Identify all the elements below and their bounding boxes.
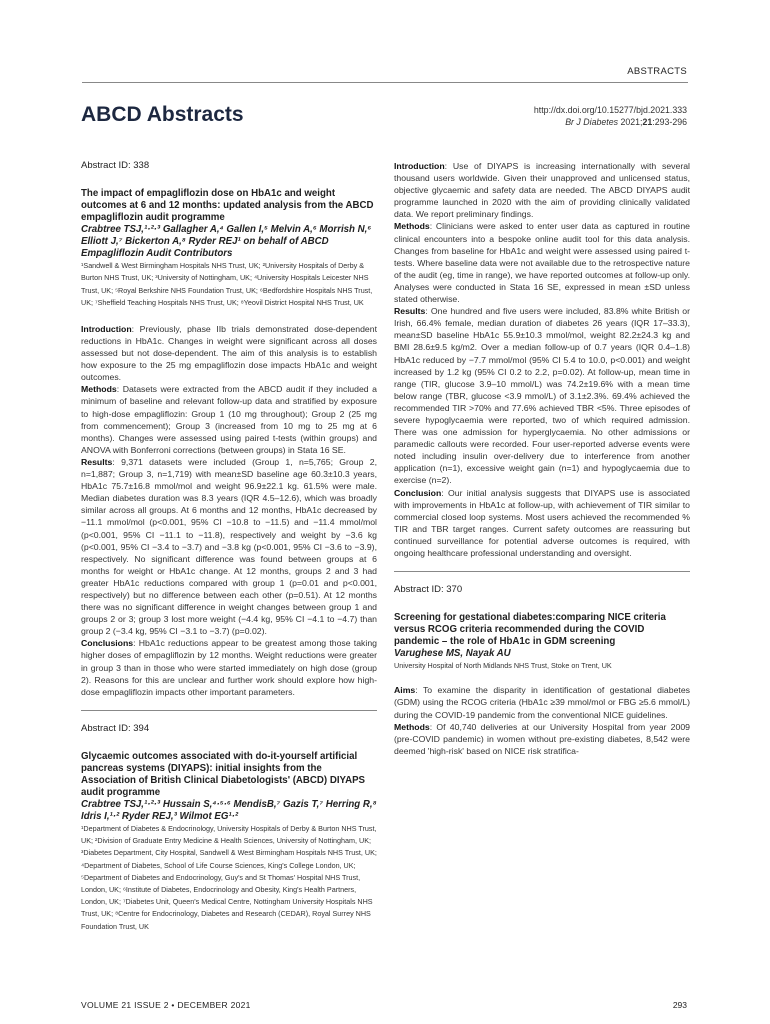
abstract-title: Glycaemic outcomes associated with do-it-yourself artificial pancreas systems (DIYAPS): initial insights from the Association of British Clinical Diabetologists' (ABCD) DIYAPS audit programme xyxy=(81,750,365,798)
section-text: : HbA1c reductions appear to be greatest among those taking higher doses of empagliflozin by 12 months. Weight reductions were greater in group 3 than in those who were started immediately on high dose (group 2). Reasons for this are unclear and further work should explore how high-dose empagliflozin impacts other important parameters. xyxy=(81,638,377,697)
abstract-methods xyxy=(81,383,377,456)
abstract-id: Abstract ID: 394 xyxy=(81,722,150,734)
abstract-results xyxy=(394,305,690,486)
section-label: Conclusion xyxy=(394,487,442,498)
section-text: : 9,371 datasets were included (Group 1, n=5,765; Group 2, n=1,887; Group 3, n=1,719) with mean±SD baseline age 60.3±10.3 years, HbA1c 75.7±16.8 mmol/mol and weight 96.9±22.1 kg. 61.5% were male. Median diabetes duration was 8.3 years (IQR 4.5–12.6), which was broadly similar across all groups. At 6 months and 12 months, HbA1c decreased by −11.1 mmol/mol (p<0.001, 95% CI −10.8 to −11.5) and −11.4 mmol/mol (p<0.001, 95% CI −11.1 to −11.8), respectively and weight by −3.6 kg (p<0.001, 95% CI −3.4 to −3.7) and −3.8 kg (p<0.001, 95% CI −3.6 to −3.9), respectively. No significant difference was found between groups at 6 months for weight or HbA1c change. At 12 months, groups 2 and 3 had greater HbA1c reductions compared with group 1 (p=0.01 and p<0.001, respectively) but no difference between each other (p=0.51). At 12 months there was no significant difference in weight changes between group 1 and groups 2 or 3; group 3 lost more weight (−4.4 kg, 95% CI −4.1 to −4.7) than group 2 (−3.4 kg, 95% CI −3.1 to −3.7) (p=0.02). xyxy=(81,456,377,637)
section-label: Introduction xyxy=(394,161,445,171)
abstract-results xyxy=(81,456,377,637)
citation-year: 2021; xyxy=(620,117,643,127)
abstract-id: Abstract ID: 370 xyxy=(394,584,463,596)
section-text: : Use of DIYAPS is increasing internationally with several thousand users worldwide. Given their unapproved and unlicensed status, objective glycaemic and safety data are needed. The ABCD DIYAPS audit programme launched in 2020 with the aim of providing clinically validated data. We report preliminary findings. xyxy=(394,161,690,220)
right-column xyxy=(394,160,690,757)
section-text: : Of 40,740 deliveries at our University Hospital from year 2009 (pre-COVID pandemic) in women without pre-existing diabetes, 8,542 were deemed 'high-risk' based on NICE risk stratifica- xyxy=(394,721,690,756)
abstract-methods xyxy=(394,721,690,757)
doi-link[interactable]: http://dx.doi.org/10.15277/bjd.2021.333 xyxy=(533,105,687,115)
abstract-conclusion xyxy=(394,487,690,560)
running-head: ABSTRACTS xyxy=(627,66,687,77)
section-label: Methods xyxy=(394,221,430,232)
section-text: : Datasets were extracted from the ABCD audit if they included a minimum of baseline and relevant follow-up data and stratified by exposure to high-dose empagliflozin: Group 1 (10 mg throughout); Group 2 (25 mg from commencement); Group 3 (increased from 10 mg to 25 mg at 6 months). Changes were assessed using paired t-tests (within groups) and ANOVA with Bonferroni corrections (between groups) in Stata 16 SE. xyxy=(81,384,377,455)
section-label: Aims xyxy=(394,685,416,696)
section-label: Results xyxy=(81,456,113,467)
header-rule xyxy=(82,82,688,83)
page-number: 293 xyxy=(672,1000,687,1010)
abstract-authors: Crabtree TSJ,¹·²·³ Gallagher A,⁴ Gallen I,⁵ Melvin A,⁶ Morrish N,⁶ Elliott J,⁷ Bickerton A,⁸ Ryder REJ¹ on behalf of ABCD Empagliflozin Audit Contributors xyxy=(81,224,372,260)
abstract-introduction xyxy=(394,160,690,220)
abstract-affiliations: ¹Sandwell & West Birmingham Hospitals NHS Trust, UK; ²University Hospitals of Derby & Burton NHS Trust, UK; ³University of Nottingham, UK; ⁴University Hospitals Leicester NHS Trust, UK; ⁵Royal Berkshire NHS Foundation Trust, UK; ⁶Bedfordshire Hospitals NHS Trust, UK; ⁷Sheffield Teaching Hospitals NHS Trust, UK; ⁸Yeovil District Hospital NHS Trust, UK xyxy=(81,261,373,307)
section-label: Results xyxy=(394,306,426,317)
abstract-authors: Crabtree TSJ,¹·²·³ Hussain S,⁴·⁵·⁶ MendisB,⁷ Gazis T,⁷ Herring R,⁸ Idris I,¹·² Ryder REJ,³ Wilmot EG¹·² xyxy=(81,798,377,822)
footer-issue: VOLUME 21 ISSUE 2 • DECEMBER 2021 xyxy=(81,1000,251,1010)
citation xyxy=(534,116,687,128)
abstract-title: The impact of empagliflozin dose on HbA1c and weight outcomes at 6 and 12 months: updated analysis from the ABCD empagliflozin audit programme xyxy=(81,188,374,224)
section-text: : Previously, phase IIb trials demonstrated dose-dependent reductions in HbA1c. Changes in weight were significant across all doses assessed but not dose-dependent. The aim of this analysis is to establish how exposure to the 25 mg empagliflozin dose impacts HbA1c and weight outcomes. xyxy=(81,323,377,383)
journal-title: ABCD Abstracts xyxy=(81,103,244,126)
section-label: Introduction xyxy=(81,323,132,334)
abstract-id: Abstract ID: 338 xyxy=(81,160,150,171)
citation-volume: 21 xyxy=(642,117,653,127)
abstract-conclusions xyxy=(81,637,377,697)
abstract-affiliations: University Hospital of North Midlands NHS Trust, Stoke on Trent, UK xyxy=(394,661,612,671)
citation-journal: Br J Diabetes xyxy=(565,117,618,127)
section-text: : Clinicians were asked to enter user data as captured in routine clinical encounters into a bespoke online audit tool for this data analysis. Changes from baseline for HbA1c and weight were assessed using paired t-tests. Where baseline data were not available due to the retrospective nature of the audit (eg, time in range), we have reported outcomes at follow-up only. Analyses were conducted in Stata 16 SE, expressed in mean ±SD unless stated otherwise. xyxy=(394,221,690,305)
citation-pages: :293-296 xyxy=(652,117,687,127)
doi-citation xyxy=(534,104,687,128)
left-column xyxy=(81,160,377,933)
section-text: : To examine the disparity in identification of gestational diabetes (GDM) using the RCOG criteria (HbA1c ≥39 mmol/mol or FBG ≥5.6 mmol/L) during the COVID-19 pandemic from the conventional NICE guidelines. xyxy=(394,685,690,720)
section-text: : Our initial analysis suggests that DIYAPS use is associated with improvements in HbA1c at follow-up, with achievement of TIR similar to commercial closed loop systems. Most users achieved the recommended % TIR and TBR target ranges. Current safety outcomes are reassuring but continued surveillance for potential adverse outcomes is required, with ongoing healthcare professional understanding and oversight. xyxy=(394,487,690,558)
section-label: Methods xyxy=(81,384,117,395)
abstract-methods xyxy=(394,220,690,305)
abstract-title: Screening for gestational diabetes:comparing NICE criteria versus RCOG criteria recommended during the COVID pandemic – the role of HbA1c in GDM screening xyxy=(394,612,666,648)
abstract-aims xyxy=(394,684,690,720)
abstract-affiliations: ¹Department of Diabetes & Endocrinology, University Hospitals of Derby & Burton NHS Trust, UK; ²Division of Graduate Entry Medicine & Health Sciences, University of Nottingham, UK; ³Diabetes Department, City Hospital, Sandwell & West Birmingham Hospitals NHS Trust, UK; ⁴Department of Diabetes, School of Life Course Sciences, King's College London, UK; ⁵Department of Diabetes and Endocrinology, Guy's and St Thomas' Hospital NHS Trust, London, UK; ⁶Institute of Diabetes, Endocrinology and Obesity, King's Health Partners, London, UK; ⁷Diabetes Unit, Queen's Medical Centre, Nottingham University Hospitals NHS Trust, UK; ⁸Centre for Endocrinology, Diabetes and Research (CEDAR), Royal Surrey NHS Foundation Trust, UK xyxy=(81,823,377,931)
abstract-introduction xyxy=(81,323,377,383)
section-label: Conclusions xyxy=(81,638,134,649)
abstract-authors: Varughese MS, Nayak AU xyxy=(394,648,511,660)
section-label: Methods xyxy=(394,721,430,732)
section-text: : One hundred and five users were included, 83.8% white British or Irish, 66.4% female, median duration of diabetes 26 years (IQR 17–33.3), mean±SD baseline HbA1c 55.9±10.3 mmol/mol, weight 82.2±24.3 kg and BMI 28.6±9.5 kg/m2. Over a median follow-up of 0.7 years (IQR 0.4–1.8) HbA1c reduced by −7.7 mmol/mol (95% CI 5.4 to 10.0, p<0.001) and weight increased by 1.2 kg (95% CI 0.2 to 2.2, p=0.02). At follow-up, mean time in range (TIR, glucose 3.9–10 mmol/L) was 74.2±19.6% with a mean time below range (TBR, glucose <3.9 mmol/L) of 3.1±2.3%. 69.4% achieved the recommended TIR >70% and 77.6% achieved TBR <5%. Three episodes of severe hypoglycaemia were reported, two of which required admission. There was one admission for hyperglycaemia. No other admissions or paramedic callouts were recorded. Four user-reported adverse events were noted including insulin over-delivery due to interference from another application (n=1), excessive weight gain (n=1) and hypoglycaemia due to exercise (n=2). xyxy=(394,306,690,486)
